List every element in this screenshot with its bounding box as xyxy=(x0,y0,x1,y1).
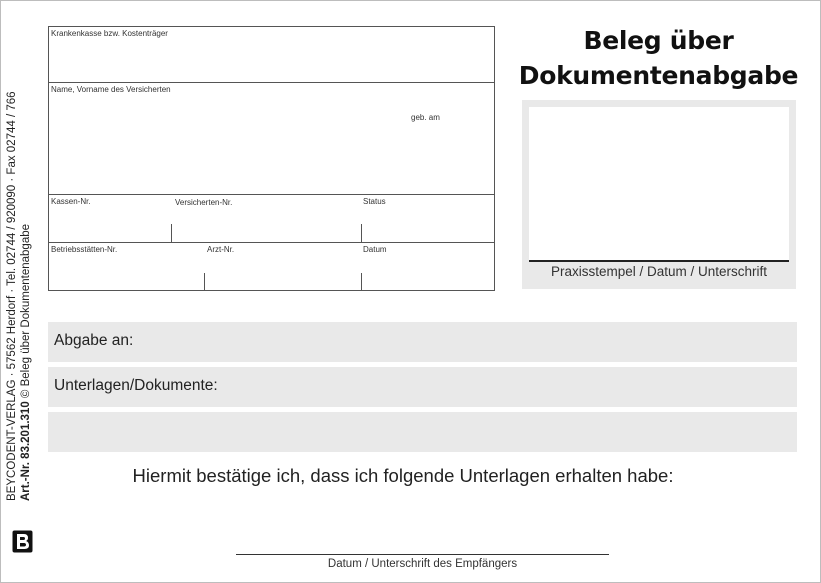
article-number: Art.-Nr. 83.201.310 xyxy=(20,401,32,501)
date-label: Datum xyxy=(363,245,387,254)
document-title xyxy=(506,23,811,93)
divider-tick xyxy=(361,224,362,242)
practice-stamp-area xyxy=(522,100,796,289)
divider-tick xyxy=(361,273,362,291)
publisher-logo-icon xyxy=(12,530,33,553)
dob-label: geb. am xyxy=(411,113,440,122)
name-row xyxy=(49,83,494,195)
fund-no-label: Kassen-Nr. xyxy=(51,197,91,206)
site-no-label: Betriebsstätten-Nr. xyxy=(51,245,118,254)
publisher-info xyxy=(5,61,33,501)
handover-to-field: Abgabe an: xyxy=(48,322,797,362)
divider-tick xyxy=(171,224,172,242)
publisher-copyright: © Beleg über Dokumentenabgabe xyxy=(20,223,32,399)
divider-tick xyxy=(204,273,205,291)
patient-data-form xyxy=(48,26,495,291)
documents-field: Unterlagen/Dokumente: xyxy=(48,367,797,407)
doctor-no-label: Arzt-Nr. xyxy=(207,245,235,254)
insurer-row xyxy=(49,27,494,83)
stamp-field xyxy=(529,107,789,262)
insurer-label: Krankenkasse bzw. Kostenträger xyxy=(51,29,168,38)
publisher-address: BEYCODENT-VERLAG · 57562 Herdorf · Tel. 02744 / 920090 · Fax 02744 / 766 xyxy=(6,91,18,501)
confirmation-text: Hiermit bestätige ich, dass ich folgende Unterlagen erhalten habe: xyxy=(132,465,674,486)
extra-field xyxy=(48,412,797,452)
stamp-label: Praxisstempel / Datum / Unterschrift xyxy=(550,264,768,279)
practice-row xyxy=(49,243,494,291)
name-label: Name, Vorname des Versicherten xyxy=(51,85,171,94)
insured-no-label: Versicherten-Nr. xyxy=(175,198,233,207)
status-label: Status xyxy=(363,197,386,206)
title-line-1: Beleg über xyxy=(583,26,734,55)
title-line-2: Dokumentenabgabe xyxy=(518,61,799,90)
signature-label: Datum / Unterschrift des Empfängers xyxy=(327,558,518,570)
signature-line xyxy=(236,554,609,555)
publisher-article xyxy=(19,61,33,501)
numbers-row xyxy=(49,195,494,243)
